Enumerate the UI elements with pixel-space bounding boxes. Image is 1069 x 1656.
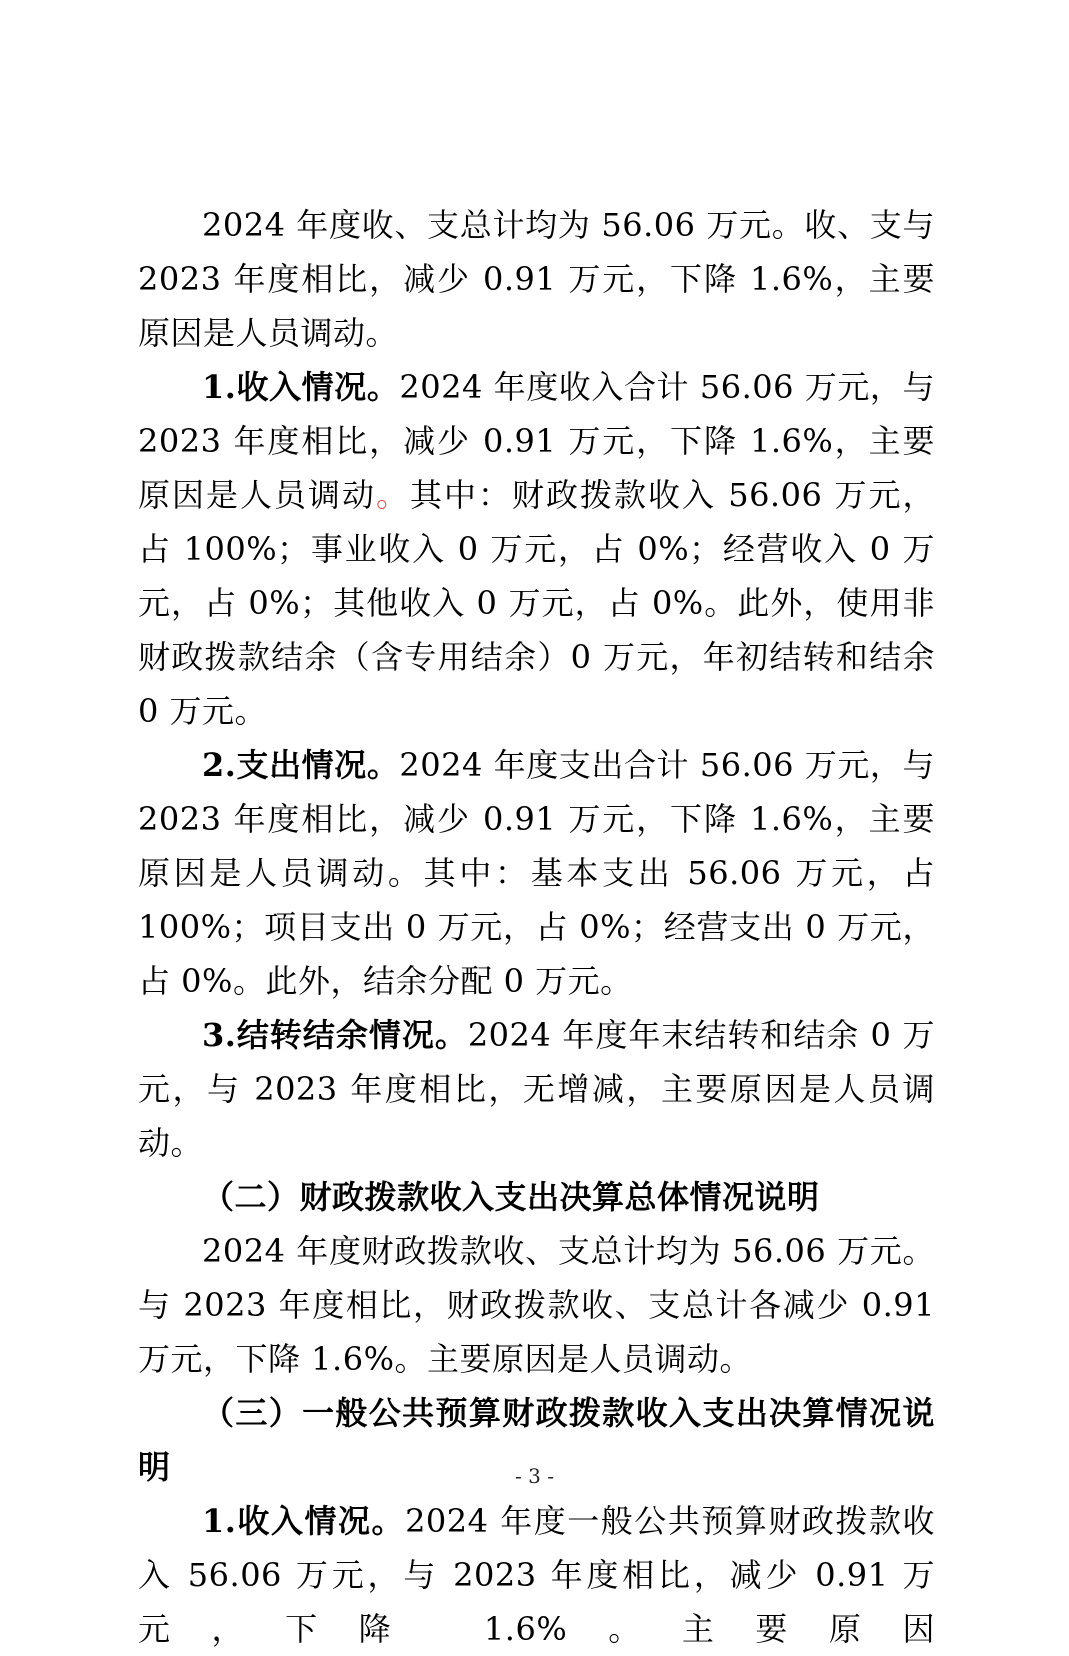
paragraph-text: 其中：财政拨款收入 56.06 万元，占 100%；事业收入 0 万元，占 0%；经营收入 0 万元，占 0%；其他收入 0 万元，占 0%。此外，使用非财政拨款结余（含专用结余）0 万元，年初结转和结余 0 万元。 (138, 476, 935, 730)
paragraph-text: 2024 年度收入合计 56.06 万元，与 2023 年度相比，减少 0.91 万元，下降 1.6%，主要原因是人员调动 (138, 368, 935, 514)
paragraph-carryover-detail (138, 1008, 935, 1170)
red-period-mark: 。 (376, 476, 411, 514)
page-number-text: - 3 - (515, 1464, 554, 1488)
paragraph-total-income-expense (138, 198, 935, 360)
paragraph-text: 2024 年度年末结转和结余 0 万元，与 2023 年度相比，无增减，主要原因是人员调动。 (138, 1016, 935, 1162)
paragraph-text: 2024 年度一般公共预算财政拨款收入 56.06 万元，与 2023 年度相比，减少 0.91 万元，下降 1.6%。主要原因 (138, 1502, 935, 1648)
paragraph-expense-detail (138, 738, 935, 1008)
run-in-heading-expense: 2.支出情况。 (202, 746, 400, 784)
page-number (0, 1464, 1069, 1488)
document-body (138, 198, 935, 1656)
run-in-heading-income-2: 1.收入情况。 (202, 1502, 406, 1540)
run-in-heading-carryover: 3.结转结余情况。 (202, 1016, 468, 1054)
section-heading-text: （三）一般公共预算财政拨款收入支出决算情况说明 (138, 1394, 935, 1486)
paragraph-general-budget-income (138, 1494, 935, 1656)
section-heading-2 (138, 1170, 935, 1224)
paragraph-income-detail (138, 360, 935, 738)
run-in-heading-income: 1.收入情况。 (202, 368, 400, 406)
paragraph-text: 2024 年度支出合计 56.06 万元，与 2023 年度相比，减少 0.91 万元，下降 1.6%，主要原因是人员调动。其中：基本支出 56.06 万元，占 100%；项目支出 0 万元，占 0%；经营支出 0 万元，占 0%。此外，结余分配 0 万元。 (138, 746, 935, 1000)
paragraph-text: 2024 年度收、支总计均为 56.06 万元。收、支与 2023 年度相比，减少 0.91 万元，下降 1.6%，主要原因是人员调动。 (138, 206, 935, 352)
section-heading-text: （二）财政拨款收入支出决算总体情况说明 (202, 1178, 820, 1216)
paragraph-text: 2024 年度财政拨款收、支总计均为 56.06 万元。与 2023 年度相比，财政拨款收、支总计各减少 0.91 万元，下降 1.6%。主要原因是人员调动。 (138, 1232, 935, 1378)
paragraph-fiscal-appropriation-total (138, 1224, 935, 1386)
